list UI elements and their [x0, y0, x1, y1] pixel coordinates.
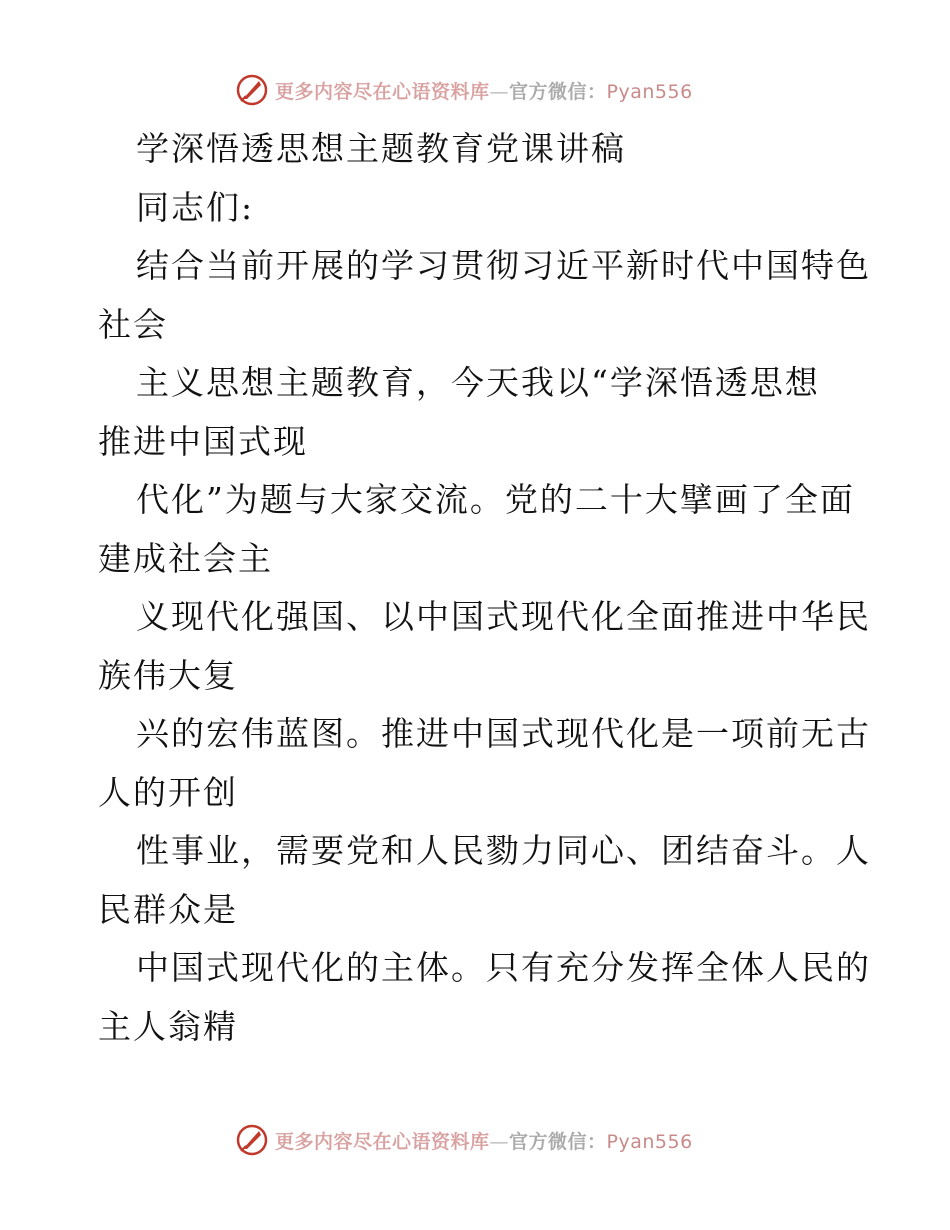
paragraph-line: 主义思想主题教育，今天我以“学深悟透思想	[136, 363, 820, 402]
document-title: 学深悟透思想主题教育党课讲稿	[136, 129, 626, 168]
paragraph-line: 建成社会主	[98, 538, 273, 578]
paragraph-line: 族伟大复	[98, 655, 238, 695]
paragraph-line: 中国式现代化的主体。只有充分发挥全体人民的	[136, 948, 871, 987]
header-banner	[235, 72, 693, 108]
quill-logo-icon	[235, 1123, 269, 1157]
paragraph-line: 推进中国式现	[98, 421, 308, 461]
banner-dash: —	[489, 80, 510, 103]
banner-dash: —	[489, 1130, 510, 1153]
paragraph-line: 义现代化强国、以中国式现代化全面推进中华民	[136, 597, 871, 636]
banner-site-text: 更多内容尽在心语资料库	[275, 1130, 490, 1153]
footer-banner	[235, 1122, 693, 1158]
paragraph-line: 性事业，需要党和人民勠力同心、团结奋斗。人	[136, 831, 871, 870]
banner-wechat-label: 官方微信：	[509, 1130, 607, 1153]
paragraph-line: 代化”为题与大家交流。党的二十大擘画了全面	[136, 480, 855, 519]
paragraph-line: 民群众是	[98, 889, 238, 929]
greeting: 同志们:	[136, 187, 255, 227]
paragraph-line: 兴的宏伟蓝图。推进中国式现代化是一项前无古	[136, 714, 871, 753]
paragraph-line: 主人翁精	[98, 1006, 238, 1046]
paragraph-line: 人的开创	[98, 772, 238, 812]
banner-site-text: 更多内容尽在心语资料库	[275, 80, 490, 103]
banner-wechat-id: Pyan556	[606, 1130, 693, 1153]
paragraph-line: 社会	[98, 304, 168, 344]
banner-wechat-id: Pyan556	[606, 80, 693, 103]
document-body	[98, 120, 871, 1056]
paragraph-line: 结合当前开展的学习贯彻习近平新时代中国特色	[136, 246, 871, 285]
quill-logo-icon	[235, 73, 269, 107]
banner-wechat-label: 官方微信：	[509, 80, 607, 103]
